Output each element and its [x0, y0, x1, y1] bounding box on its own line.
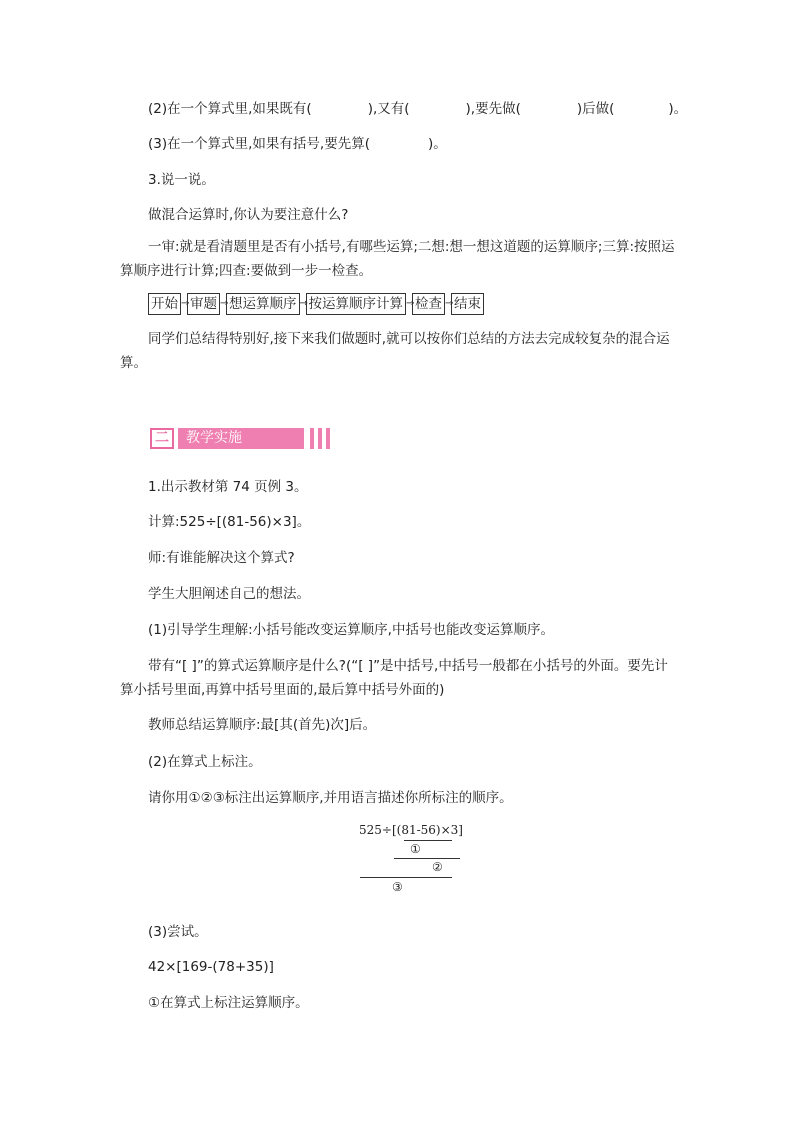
fill-blank-q2: (2)在一个算式里,如果既有( ),又有( ),要先做( )后做( )。	[148, 101, 688, 117]
banner-stripe	[326, 428, 330, 449]
flow-chart	[148, 292, 484, 316]
guide-step-2: (2)在算式上标注。	[148, 754, 262, 770]
underline-2	[394, 858, 460, 859]
guide-step-3: (3)尝试。	[148, 924, 208, 940]
section-banner	[150, 428, 334, 449]
banner-stripe	[310, 428, 314, 449]
mark-instruction: 请你用①②③标注出运算顺序,并用语言描述你所标注的顺序。	[148, 790, 513, 806]
underline-3	[360, 877, 452, 878]
practice-instruction: ①在算式上标注运算顺序。	[148, 995, 309, 1011]
flow-step-think: 想运算顺序	[226, 293, 300, 315]
bracket-paragraph: 带有“[ ]”的算式运算顺序是什么?(“[ ]”是中括号,中括号一般都在小括号的外面。要先计算小括号里面,再算中括号里面的,最后算中括号外面的)	[120, 658, 668, 698]
student-response: 学生大胆阐述自己的想法。	[148, 586, 310, 602]
section-number: 二	[150, 428, 174, 449]
mark-3: ③	[392, 880, 403, 894]
section-3-heading: 3.说一说。	[148, 172, 215, 188]
guide-step-1: (1)引导学生理解:小括号能改变运算顺序,中括号也能改变运算顺序。	[148, 622, 554, 638]
arrow-icon: →	[220, 298, 229, 309]
banner-stripe	[318, 428, 322, 449]
flow-step-review: 审题	[187, 293, 220, 315]
praise-paragraph: 同学们总结得特别好,接下来我们做题时,就可以按你们总结的方法去完成较复杂的混合运算。	[120, 331, 670, 371]
steps-paragraph: 一审:就是看清题里是否有小括号,有哪些运算;二想:想一想这道题的运算顺序;三算:按照运算顺序进行计算;四查:要做到一步一检查。	[120, 239, 675, 279]
underline-1	[404, 840, 452, 841]
practice-expression: 42×[169-(78+35)]	[148, 959, 274, 975]
flow-step-check: 检查	[412, 293, 445, 315]
flow-step-end: 结束	[451, 293, 484, 315]
example-heading: 1.出示教材第 74 页例 3。	[148, 479, 308, 495]
question-text: 做混合运算时,你认为要注意什么?	[148, 207, 349, 223]
flow-step-calculate: 按运算顺序计算	[306, 293, 407, 315]
teacher-summary: 教师总结运算顺序:最[其(首先)次]后。	[148, 717, 377, 733]
calc-expression: 计算:525÷[(81-56)×3]。	[148, 514, 311, 530]
fill-blank-q3: (3)在一个算式里,如果有括号,要先算( )。	[148, 136, 447, 152]
flow-step-start: 开始	[148, 293, 181, 315]
mark-1: ①	[410, 842, 421, 856]
mark-2: ②	[432, 860, 443, 874]
section-title: 教学实施	[178, 428, 304, 449]
arrow-icon: →	[299, 298, 308, 309]
teacher-question: 师:有谁能解决这个算式?	[148, 550, 295, 566]
arrow-icon: →	[445, 298, 454, 309]
arrow-icon: →	[181, 298, 190, 309]
arrow-icon: →	[406, 298, 415, 309]
diagram-expression: 525÷[(81-56)×3]	[359, 823, 463, 837]
